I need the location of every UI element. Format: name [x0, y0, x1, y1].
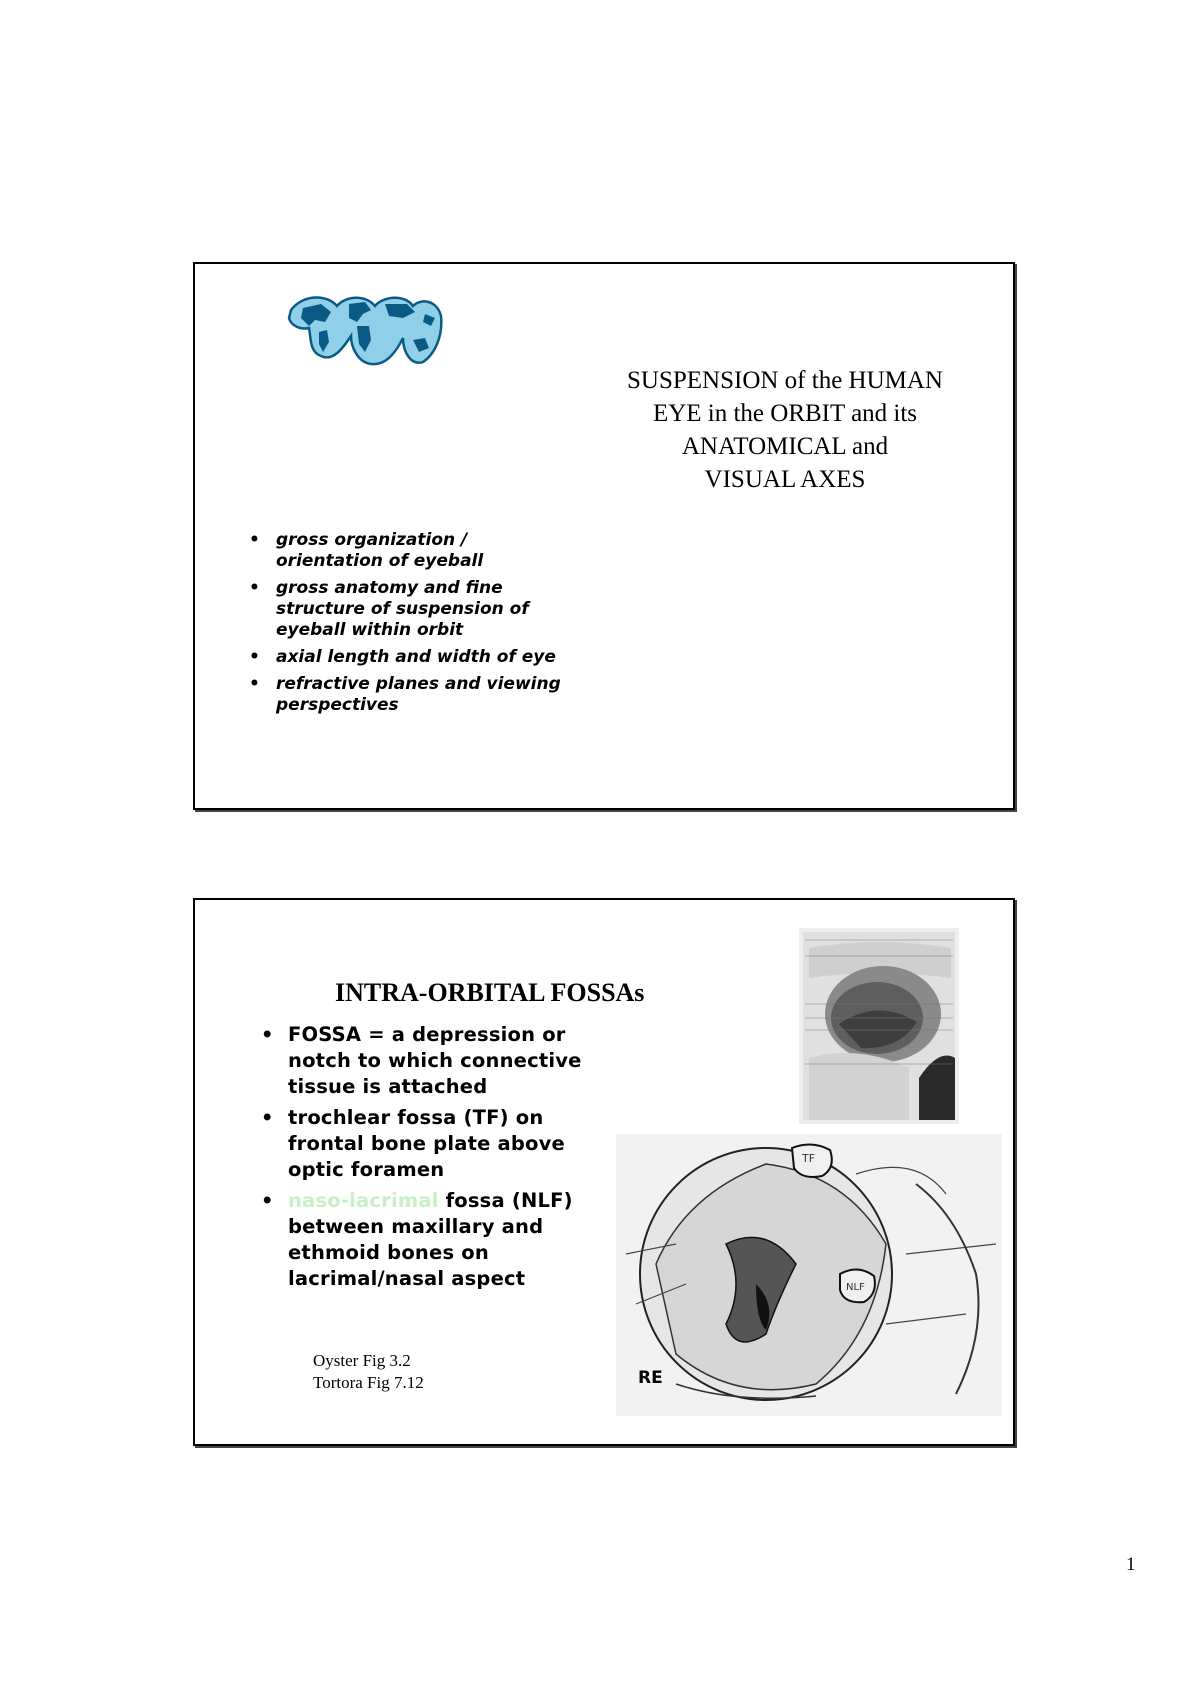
slide-2-title: INTRA-ORBITAL FOSSAs: [335, 978, 645, 1007]
bullet-item: • gross anatomy and fine structure of suspension of eyeball within orbit: [247, 578, 577, 641]
bullet-item: • FOSSA = a depression or notch to which connective tissue is attached: [259, 1022, 589, 1100]
title-line: SUSPENSION of the HUMAN: [627, 367, 943, 394]
title-line: VISUAL AXES: [704, 466, 866, 493]
orbit-drawing-image: [616, 1134, 1002, 1416]
re-label: RE: [638, 1368, 663, 1388]
bullet-item: • refractive planes and viewing perspectives: [247, 674, 577, 716]
reference-line: Tortora Fig 7.12: [313, 1373, 424, 1392]
figure-references: [313, 1350, 424, 1394]
bullet-item: • axial length and width of eye: [247, 647, 577, 668]
world-map-logo-icon: [285, 292, 445, 368]
page-number: 1: [1126, 1554, 1136, 1575]
nlf-label: NLF: [846, 1282, 865, 1293]
skull-photo-image: [799, 928, 959, 1124]
title-line: EYE in the ORBIT and its: [652, 400, 918, 427]
slide-2: [193, 898, 1015, 1446]
slide-1: [193, 262, 1015, 810]
bullet-text: fossa (NLF) between maxillary and ethmoid bones on lacrimal/nasal aspect: [288, 1189, 573, 1290]
orbit-drawing-svg: [616, 1134, 1002, 1416]
bullet-item: [259, 1188, 589, 1292]
bullet-item: • trochlear fossa (TF) on frontal bone plate above optic foramen: [259, 1105, 589, 1183]
bullet-item: • gross organization / orientation of eyeball: [247, 530, 577, 572]
tf-label: TF: [802, 1152, 816, 1165]
slide-1-title: [590, 364, 980, 496]
reference-line: Oyster Fig 3.2: [313, 1351, 411, 1370]
naso-lacrimal-highlight: naso-lacrimal: [288, 1189, 439, 1212]
slide-1-bullet-list: [247, 530, 577, 722]
slide-2-bullet-list: [259, 1022, 589, 1297]
title-line: ANATOMICAL and: [681, 433, 889, 460]
